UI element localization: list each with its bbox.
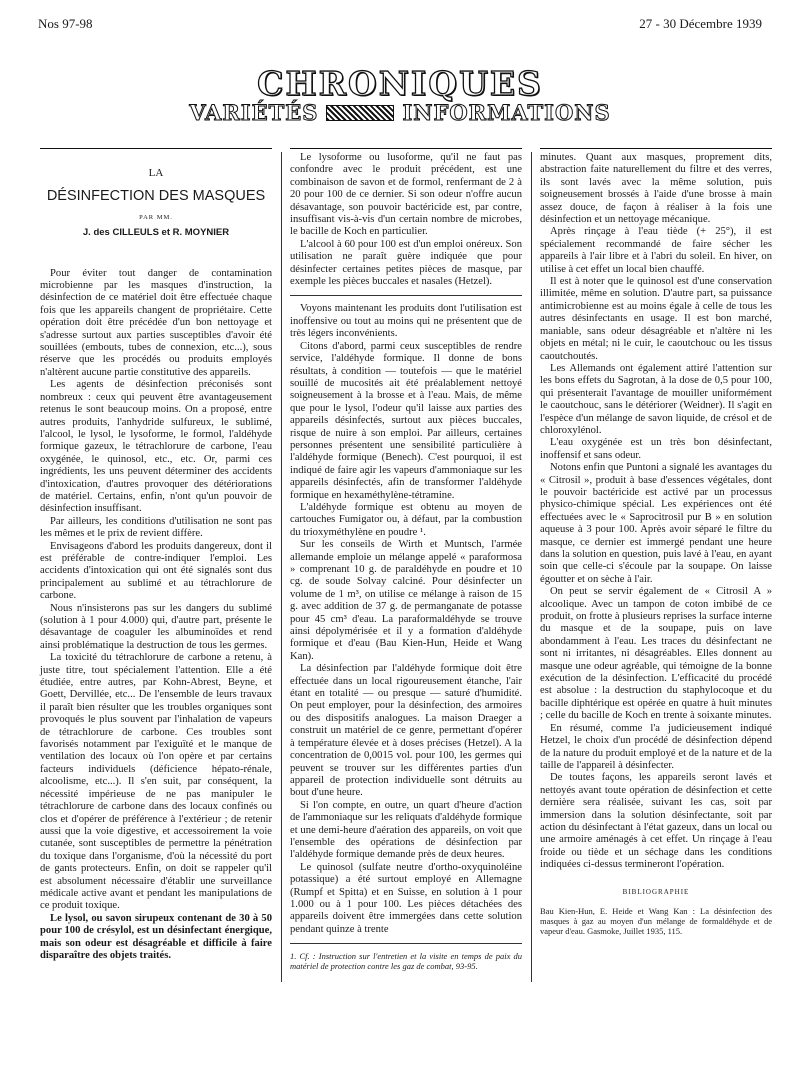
rule-col1 xyxy=(40,148,272,149)
article-byline-par: PAR MM. xyxy=(139,213,173,221)
paragraph: L'alcool à 60 pour 100 est d'un emploi onéreux. Son utilisation ne paraît guère indiquée que pour désinfecter certaines petites pièces de masque, par exemple les pièces buccales et nasales (Hetzel). xyxy=(290,238,522,288)
paragraph: L'eau oxygénée est un très bon désinfectant, inoffensif et sans odeur. xyxy=(540,437,772,461)
footnote: 1. Cf. : Instruction sur l'entretien et la visite en temps de paix du matériel de protection contre les gaz de combat, 93-95. xyxy=(290,951,522,972)
paragraph: La désinfection par l'aldéhyde formique doit être effectuée dans un local rigoureusement étanche, l'air étant en totalité — ou presque — saturé d'humidité. On peut employer, pour la désinfection, des armoires ou des dispositifs analogues. La maison Draeger a construit un matériel de ce genre, permettant d'opérer à température élevée et à doses précises (Hetzel). A la concentration de 0,0015 vol. pour 100, les germes qui peuvent se trouver sur les différentes parties d'un appareil de protection individuelle sont détruits au bout d'une heure. xyxy=(290,663,522,799)
column-divider xyxy=(281,152,282,982)
issue-date: 27 - 30 Décembre 1939 xyxy=(639,16,762,31)
paragraph: Les Allemands ont également attiré l'attention sur les bons effets du Sagrotan, à la dose de 0,5 pour 100, qui présenterait l'avantage de mouiller uniformément le caoutchouc, sans le détériorer (Weidner). Il s'agit en l'espèce d'un mélange de savon liquide, de crésol et de chloroxylénol. xyxy=(540,362,772,436)
paragraph: La toxicité du tétrachlorure de carbone a retenu, à juste titre, tout spécialement l'attention. Elle a été étudiée, entre autres, par Kohn-Abrest, Beyne, et Goett, Dervillée, etc... De l'ensemble de leurs travaux il paraît bien résulter que les troubles organiques sont provoqués le plus souvent par l'inhalation de vapeurs de tétrachlorure de carbone. Ces troubles sont favorisés notamment par l'exiguïté et le manque de ventilation des locaux où l'on opère et par certains facteurs individuels (déficience hépato-rénale, alcoolisme, etc...). Il s'en suit, par conséquent, la nécessité impérieuse de ne pas manipuler le tétrachlorure de carbone dans des locaux confinés ou clos et d'opérer de préférence à l'extérieur ; de retenir aussi que la voie digestive, et accessoirement la voie cutanée, sont susceptibles de permettre la pénétration du toxique dans l'organisme, d'où la nécessité du port de gants protecteurs. Enfin, on doit se rappeler qu'il est absolument nécessaire d'établir une surveillance médicale active avant et pendant les manipulations de ce produit toxique. xyxy=(40,652,272,912)
bibliography-heading: BIBLIOGRAPHIE xyxy=(622,887,690,896)
paragraph: Pour éviter tout danger de contamination microbienne par les masques d'instruction, la désinfection de ce matériel doit être effectuée chaque fois que les appareils changent de propriétaire. Cette opération doit être précédée d'un bon nettoyage et s'adresse surtout aux parties susceptibles d'avoir été souillées (embouts, tubes de connexion, etc...), sous réserve que les procédés ou produits employés n'altèrent aucune partie constitutive des appareils. xyxy=(40,267,272,378)
paragraph: En résumé, comme l'a judicieusement indiqué Hetzel, le choix d'un procédé de désinfection dépend de la nature du produit employé et de la nature et de la taille de l'appareil à désinfecter. xyxy=(540,722,772,771)
paragraph: Voyons maintenant les produits dont l'utilisation est inoffensive ou tout au moins qui ne présentent que de très légers inconvénients. xyxy=(290,303,522,340)
paragraph: L'aldéhyde formique est obtenu au moyen de cartouches Fumigator ou, à défaut, par la combustion du trioxyméthylène en poudre ¹. xyxy=(290,501,522,538)
article-kicker: LA xyxy=(148,167,164,179)
bibliography-entry: Bau Kien-Hun, E. Heide et Wang Kan : La désinfection des masques à gaz au moyen d'un mélange de formaldéhyde et de vapeur d'eau. Gasmoke, Juillet 1935, 115. xyxy=(540,905,772,936)
article-title: DÉSINFECTION DES MASQUES xyxy=(46,188,266,205)
paragraph: Le lysoforme ou lusoforme, qu'il ne faut pas confondre avec le produit précédent, est une combinaison de savon et de formol, renfermant de 2 à 20 pour 100 de ce dernier. Si son odeur n'offre aucun désavantage, son pouvoir bactéricide est, par contre, insuffisant vis-à-vis d'un certain nombre de microbes, le bacille de Koch en particulier. xyxy=(290,152,522,238)
running-header xyxy=(38,16,762,32)
issue-number: Nos 97-98 xyxy=(38,16,93,31)
paragraph: Il est à noter que le quinosol est d'une conservation illimitée, même en solution. D'autre part, sa puissance antimicrobienne est au moins égale à celle de tous les autres désinfectants en usage. Il est bon marché, maniable, sans odeur désagréable et n'altère ni les objets en métal; ni le cuir, le caoutchouc ou les tissus caoutchoutés. xyxy=(540,276,772,362)
paragraph: Si l'on compte, en outre, un quart d'heure d'action de l'ammoniaque sur les reliquats d'aldéhyde formique et une demi-heure d'aération des appareils, on voit que l'ensemble des opérations de désinfection par l'aldéhyde formique demande près de deux heures. xyxy=(290,799,522,861)
paragraph: De toutes façons, les appareils seront lavés et nettoyés avant toute opération de désinfection et cette dernière sera réalisée, suivant les cas, soit par immersion dans la solution désinfectante, soit par action du désinfectant à l'état gazeux, dans un local ou une armoire aménagés à cet effet. Un rinçage à l'eau froide ou tiède et un séchage dans les conditions indiquées ci-dessus termineront l'opération. xyxy=(540,772,772,871)
ornament-icon xyxy=(326,105,394,121)
paragraph: Après rinçage à l'eau tiède (+ 25°), il est spécialement recommandé de faire sécher les appareils à l'air libre et à l'abri du soleil. En hiver, on utilise à cet effet un local bien chauffé. xyxy=(540,226,772,275)
masthead-subtitle xyxy=(0,100,800,125)
rule-col2 xyxy=(290,148,522,149)
footnote-divider xyxy=(290,943,522,944)
rule-col3 xyxy=(540,148,772,149)
paragraph: Par ailleurs, les conditions d'utilisation ne sont pas les mêmes et le prix de revient diffère. xyxy=(40,515,272,540)
column-2 xyxy=(290,152,522,971)
column-3 xyxy=(540,152,772,936)
masthead-right-word: INFORMATIONS xyxy=(402,100,611,125)
paragraph: Les agents de désinfection préconisés sont nombreux : ceux qui peuvent être avantageusement retenus le sont beaucoup moins. On a proposé, entre autres produits, l'anhydride sulfureux, le sublimé, l'alcool, le lysol, le lysoforme, le formol, l'aldéhyde formique gazeux, le tétrachlorure de carbone, l'eau oxygénée, le quinosol, etc., etc. Or, parmi ces ingrédients, les uns peuvent déterminer des accidents d'intoxication, d'autres provoquer des détériorations de matériel. Certains, enfin, n'ont qu'un pouvoir de désinfection insuffisant. xyxy=(40,379,272,515)
paragraph: Le quinosol (sulfate neutre d'ortho-oxyquinoléine potassique) a été surtout employé en Allemagne (Rumpf et Spitta) et en Suisse, en solution à 1 pour 1.000 ou à 1 pour 100. Les pièces détachées des appareils doivent être immergées dans cette solution pendant quinze à trente xyxy=(290,861,522,935)
paragraph: Notons enfin que Puntoni a signalé les avantages du « Citrosil », produit à base d'essences végétales, dont le pouvoir bactéricide est activé par un processus physico-chimique spécial. Les expériences ont été effectuées avec le « Saprocitrosil pur B » en solution aqueuse à 3 pour 100. Après avoir séparé le filtre du masque, ce dernier est immergé pendant une heure dans la solution en question, puis lavé à l'eau, en ayant soin que celle-ci s'écoule par la soupape. On laisse égoutter et on sèche à l'air. xyxy=(540,462,772,585)
column-1 xyxy=(40,152,272,962)
paragraph: Le lysol, ou savon sirupeux contenant de 30 à 50 pour 100 de crésylol, est un désinfectant énergique, mais son odeur est désagréable et difficile à faire disparaître des objets traités. xyxy=(40,912,272,961)
section-divider xyxy=(290,295,522,296)
paragraph: Envisageons d'abord les produits dangereux, dont il est préférable de contre-indiquer l'emploi. Les accidents d'intoxication qui ont été signalés sont dus principalement au sublimé et au tétrachlorure de carbone. xyxy=(40,540,272,602)
paragraph: minutes. Quant aux masques, proprement dits, abstraction faite naturellement du filtre et des verres, ils sont lavés avec la même solution, puis soigneusement brossés à l'aide d'une brosse à main assez douce, de façon à réaliser à la fois une désinfection et un nettoyage mécanique. xyxy=(540,152,772,226)
masthead-title: CHRONIQUES xyxy=(257,64,543,103)
column-divider xyxy=(531,152,532,982)
paragraph: Sur les conseils de Wirth et Muntsch, l'armée allemande emploie un mélange appelé « paraformosa » comprenant 10 g. de paraldéhyde en poudre et 10 cg. de soude Solvay calciné. Pour désinfecter un volume de 1 m³, on utilise ce mélange à raison de 15 g. avec addition de 37 g. de permanganate de potasse pour 45 cm³ d'eau. La paraformaldéhyde se trouve ainsi dépolymérisée et il y a formation d'aldéhyde formique et d'eau (Bau Kien-Hun, Heide et Wang Kan). xyxy=(290,539,522,662)
paragraph: On peut se servir également de « Citrosil A » alcoolique. Avec un tampon de coton imbibé de ce produit, on frotte à plusieurs reprises la surface interne du masque et de la soupape, puis on lave abondamment à l'eau. Les traces du désinfectant ne sont ni irritantes, ni désagréables. Elles donnent au masque une odeur agréable, qui témoigne de la bonne exécution de la désinfection. L'efficacité du procédé est absolue : la destruction du staphylocoque et du bacille diphtérique est opérée en quatre à huit minutes ; celle du bacille de Koch en trente à soixante minutes. xyxy=(540,586,772,722)
paragraph: Nous n'insisterons pas sur les dangers du sublimé (solution à 1 pour 4.000) qui, d'autre part, présente le désavantage de coaguler les albuminoïdes et rend ainsi problématique la destruction de tous les germes. xyxy=(40,602,272,651)
article-authors: J. des CILLEULS et R. MOYNIER xyxy=(82,227,230,239)
paragraph: Citons d'abord, parmi ceux susceptibles de rendre service, l'aldéhyde formique. Il donne de bons résultats, à condition — toutefois — que le matériel souillé de mucosités ait été préalablement nettoyé soigneusement à la brosse et à l'eau. Mais, de même que pour le lysol, l'odeur qu'il laisse aux parties des appareils désinfectés, surtout aux pièces buccales, risque de nuire à son emploi. Par ailleurs, certaines personnes présentent une sensibilité particulière à l'aldéhyde formique (Benech). C'est pourquoi, il est indiqué de faire agir les vapeurs d'ammoniaque sur les appareils désinfectés, afin de transformer l'aldéhyde formique en hexaméthylène-tétramine. xyxy=(290,340,522,501)
masthead-left-word: VARIÉTÉS xyxy=(189,100,319,125)
